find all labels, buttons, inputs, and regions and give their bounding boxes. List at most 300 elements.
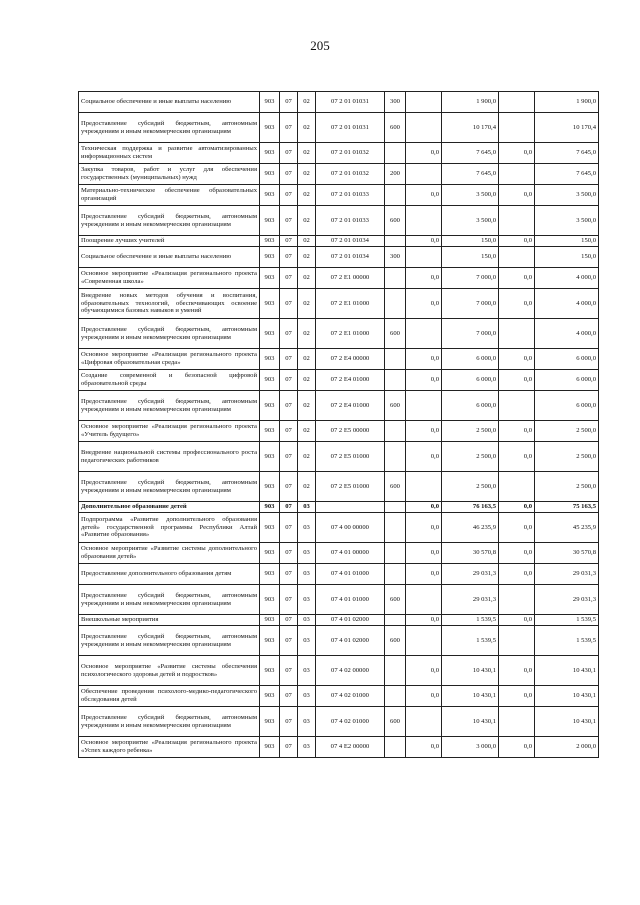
cell-name: Социальное обеспечение и иные выплаты населению — [79, 92, 260, 113]
cell-csr: 07 2 E5 00000 — [316, 421, 385, 442]
cell-rz: 07 — [280, 143, 298, 164]
table-row — [79, 564, 599, 585]
cell-amount-1: 0,0 — [406, 370, 442, 391]
cell-name: Основное мероприятие «Реализация регионального проекта «Современная школа» — [79, 268, 260, 289]
cell-csr: 07 2 E5 01000 — [316, 442, 385, 472]
cell-csr: 07 2 01 01032 — [316, 164, 385, 185]
cell-csr: 07 2 E1 01000 — [316, 289, 385, 319]
cell-amount-1: 0,0 — [406, 502, 442, 513]
table-row — [79, 289, 599, 319]
cell-pr: 02 — [298, 268, 316, 289]
cell-pr: 02 — [298, 319, 316, 349]
cell-name: Предоставление дополнительного образования детям — [79, 564, 260, 585]
cell-gr: 903 — [260, 143, 280, 164]
cell-name: Основное мероприятие «Реализация регионального проекта «Учитель будущего» — [79, 421, 260, 442]
cell-amount-3: 0,0 — [499, 686, 535, 707]
table-row — [79, 502, 599, 513]
cell-rz: 07 — [280, 707, 298, 737]
cell-amount-2: 30 570,8 — [442, 543, 499, 564]
cell-csr — [316, 502, 385, 513]
cell-amount-4: 6 000,0 — [535, 391, 599, 421]
cell-amount-3: 0,0 — [499, 502, 535, 513]
cell-amount-4: 2 000,0 — [535, 737, 599, 758]
cell-vr — [385, 349, 406, 370]
cell-amount-2: 2 500,0 — [442, 472, 499, 502]
cell-amount-1: 0,0 — [406, 185, 442, 206]
table-row — [79, 185, 599, 206]
cell-amount-4: 150,0 — [535, 236, 599, 247]
cell-amount-1 — [406, 391, 442, 421]
cell-rz: 07 — [280, 236, 298, 247]
cell-rz: 07 — [280, 319, 298, 349]
cell-amount-2: 6 000,0 — [442, 391, 499, 421]
table-row — [79, 391, 599, 421]
cell-amount-2: 7 000,0 — [442, 319, 499, 349]
cell-name: Социальное обеспечение и иные выплаты населению — [79, 247, 260, 268]
cell-gr: 903 — [260, 442, 280, 472]
cell-pr: 03 — [298, 626, 316, 656]
cell-gr: 903 — [260, 164, 280, 185]
cell-rz: 07 — [280, 737, 298, 758]
table-row — [79, 349, 599, 370]
cell-pr: 02 — [298, 206, 316, 236]
cell-amount-2: 6 000,0 — [442, 370, 499, 391]
cell-amount-3: 0,0 — [499, 421, 535, 442]
cell-pr: 03 — [298, 543, 316, 564]
cell-gr: 903 — [260, 472, 280, 502]
cell-vr: 200 — [385, 164, 406, 185]
cell-amount-3 — [499, 585, 535, 615]
cell-gr: 903 — [260, 686, 280, 707]
cell-pr: 02 — [298, 92, 316, 113]
table-row — [79, 707, 599, 737]
cell-name: Внедрение новых методов обучения и воспитания, образовательных технологий, обеспечивающих освоение обучающимися базовых навыков и умений — [79, 289, 260, 319]
cell-rz: 07 — [280, 472, 298, 502]
cell-csr: 07 4 01 02000 — [316, 626, 385, 656]
cell-vr: 600 — [385, 585, 406, 615]
cell-amount-3 — [499, 707, 535, 737]
cell-name: Предоставление субсидий бюджетным, автономным учреждениям и иным некоммерческим организациям — [79, 113, 260, 143]
cell-amount-4: 10 430,1 — [535, 686, 599, 707]
cell-amount-1 — [406, 472, 442, 502]
cell-rz: 07 — [280, 349, 298, 370]
cell-amount-2: 1 539,5 — [442, 626, 499, 656]
cell-amount-4: 6 000,0 — [535, 349, 599, 370]
cell-pr: 02 — [298, 421, 316, 442]
cell-gr: 903 — [260, 615, 280, 626]
cell-amount-4: 10 170,4 — [535, 113, 599, 143]
cell-amount-4: 29 031,3 — [535, 564, 599, 585]
cell-gr: 903 — [260, 543, 280, 564]
cell-csr: 07 4 02 01000 — [316, 686, 385, 707]
cell-gr: 903 — [260, 656, 280, 686]
cell-amount-4: 10 430,1 — [535, 707, 599, 737]
cell-amount-3 — [499, 472, 535, 502]
cell-rz: 07 — [280, 268, 298, 289]
cell-vr — [385, 502, 406, 513]
cell-csr: 07 2 01 01033 — [316, 206, 385, 236]
cell-gr: 903 — [260, 113, 280, 143]
cell-amount-1 — [406, 319, 442, 349]
cell-vr: 300 — [385, 92, 406, 113]
cell-vr — [385, 268, 406, 289]
cell-amount-1 — [406, 626, 442, 656]
cell-amount-2: 150,0 — [442, 236, 499, 247]
cell-amount-4: 2 500,0 — [535, 421, 599, 442]
cell-amount-3 — [499, 319, 535, 349]
cell-name: Внедрение национальной системы профессионального роста педагогических работников — [79, 442, 260, 472]
cell-name: Основное мероприятие «Развитие системы обеспечения психологического здоровья детей и подростков» — [79, 656, 260, 686]
table-row — [79, 113, 599, 143]
cell-rz: 07 — [280, 585, 298, 615]
cell-amount-2: 10 430,1 — [442, 686, 499, 707]
cell-amount-2: 7 645,0 — [442, 164, 499, 185]
cell-name: Предоставление субсидий бюджетным, автономным учреждениям и иным некоммерческим организациям — [79, 391, 260, 421]
cell-amount-2: 10 170,4 — [442, 113, 499, 143]
cell-amount-2: 6 000,0 — [442, 349, 499, 370]
cell-vr — [385, 421, 406, 442]
table-row — [79, 206, 599, 236]
cell-csr: 07 4 E2 00000 — [316, 737, 385, 758]
cell-amount-2: 7 000,0 — [442, 289, 499, 319]
cell-csr: 07 2 01 01032 — [316, 143, 385, 164]
cell-amount-1: 0,0 — [406, 236, 442, 247]
cell-csr: 07 4 00 00000 — [316, 513, 385, 543]
cell-amount-2: 3 000,0 — [442, 737, 499, 758]
cell-amount-3: 0,0 — [499, 442, 535, 472]
cell-rz: 07 — [280, 686, 298, 707]
cell-gr: 903 — [260, 236, 280, 247]
cell-vr — [385, 656, 406, 686]
cell-amount-1: 0,0 — [406, 615, 442, 626]
cell-amount-1: 0,0 — [406, 564, 442, 585]
cell-rz: 07 — [280, 442, 298, 472]
cell-amount-1: 0,0 — [406, 268, 442, 289]
cell-name: Предоставление субсидий бюджетным, автономным учреждениям и иным некоммерческим организациям — [79, 626, 260, 656]
table-row — [79, 164, 599, 185]
cell-vr — [385, 370, 406, 391]
table-row — [79, 656, 599, 686]
cell-name: Закупка товаров, работ и услуг для обеспечения государственных (муниципальных) нужд — [79, 164, 260, 185]
cell-rz: 07 — [280, 370, 298, 391]
cell-amount-2: 7 645,0 — [442, 143, 499, 164]
cell-amount-4: 7 645,0 — [535, 164, 599, 185]
table-row — [79, 236, 599, 247]
cell-rz: 07 — [280, 543, 298, 564]
cell-vr: 600 — [385, 113, 406, 143]
cell-csr: 07 4 02 01000 — [316, 707, 385, 737]
cell-amount-3: 0,0 — [499, 143, 535, 164]
cell-name: Обеспечение проведения психолого-медико-педагогического обследования детей — [79, 686, 260, 707]
cell-rz: 07 — [280, 615, 298, 626]
cell-amount-3: 0,0 — [499, 656, 535, 686]
cell-rz: 07 — [280, 502, 298, 513]
cell-csr: 07 4 01 02000 — [316, 615, 385, 626]
cell-csr: 07 4 01 01000 — [316, 564, 385, 585]
cell-gr: 903 — [260, 626, 280, 656]
table-row — [79, 421, 599, 442]
cell-vr: 600 — [385, 206, 406, 236]
cell-amount-2: 46 235,9 — [442, 513, 499, 543]
cell-csr: 07 2 E4 00000 — [316, 349, 385, 370]
cell-csr: 07 4 02 00000 — [316, 656, 385, 686]
cell-amount-1: 0,0 — [406, 442, 442, 472]
cell-amount-4: 4 000,0 — [535, 319, 599, 349]
cell-amount-3 — [499, 247, 535, 268]
cell-amount-2: 1 900,0 — [442, 92, 499, 113]
cell-amount-2: 1 539,5 — [442, 615, 499, 626]
cell-gr: 903 — [260, 206, 280, 236]
cell-amount-3: 0,0 — [499, 615, 535, 626]
cell-pr: 02 — [298, 164, 316, 185]
cell-vr — [385, 236, 406, 247]
cell-amount-1: 0,0 — [406, 686, 442, 707]
cell-gr: 903 — [260, 391, 280, 421]
cell-gr: 903 — [260, 319, 280, 349]
cell-pr: 03 — [298, 686, 316, 707]
cell-pr: 02 — [298, 349, 316, 370]
cell-gr: 903 — [260, 247, 280, 268]
cell-amount-4: 2 500,0 — [535, 442, 599, 472]
cell-amount-1: 0,0 — [406, 421, 442, 442]
cell-amount-4: 1 539,5 — [535, 626, 599, 656]
cell-csr: 07 2 E4 01000 — [316, 370, 385, 391]
cell-pr: 02 — [298, 247, 316, 268]
cell-csr: 07 2 01 01033 — [316, 185, 385, 206]
cell-rz: 07 — [280, 289, 298, 319]
cell-rz: 07 — [280, 564, 298, 585]
cell-amount-2: 3 500,0 — [442, 185, 499, 206]
cell-amount-4: 29 031,3 — [535, 585, 599, 615]
cell-amount-1 — [406, 585, 442, 615]
cell-amount-3: 0,0 — [499, 268, 535, 289]
table-row — [79, 585, 599, 615]
cell-amount-4: 10 430,1 — [535, 656, 599, 686]
cell-amount-1: 0,0 — [406, 513, 442, 543]
table-row — [79, 737, 599, 758]
cell-amount-4: 1 539,5 — [535, 615, 599, 626]
cell-amount-3: 0,0 — [499, 564, 535, 585]
cell-name: Материально-техническое обеспечение образовательных организаций — [79, 185, 260, 206]
cell-pr: 03 — [298, 502, 316, 513]
cell-amount-4: 45 235,9 — [535, 513, 599, 543]
cell-pr: 02 — [298, 370, 316, 391]
table-row — [79, 319, 599, 349]
cell-name: Основное мероприятие «Развитие системы дополнительного образования детей» — [79, 543, 260, 564]
cell-pr: 03 — [298, 564, 316, 585]
table-row — [79, 513, 599, 543]
table-row — [79, 686, 599, 707]
cell-amount-3: 0,0 — [499, 370, 535, 391]
cell-vr: 600 — [385, 391, 406, 421]
cell-amount-4: 3 500,0 — [535, 206, 599, 236]
table-row — [79, 615, 599, 626]
table-row — [79, 370, 599, 391]
cell-amount-3: 0,0 — [499, 289, 535, 319]
cell-csr: 07 4 01 00000 — [316, 543, 385, 564]
cell-amount-2: 3 500,0 — [442, 206, 499, 236]
cell-pr: 02 — [298, 113, 316, 143]
cell-amount-1: 0,0 — [406, 349, 442, 370]
table-row — [79, 247, 599, 268]
cell-pr: 02 — [298, 472, 316, 502]
cell-amount-3: 0,0 — [499, 236, 535, 247]
cell-csr: 07 2 01 01031 — [316, 113, 385, 143]
cell-amount-3 — [499, 206, 535, 236]
cell-amount-4: 4 000,0 — [535, 289, 599, 319]
cell-pr: 02 — [298, 185, 316, 206]
cell-vr: 600 — [385, 472, 406, 502]
table-row — [79, 626, 599, 656]
cell-vr — [385, 686, 406, 707]
cell-rz: 07 — [280, 513, 298, 543]
cell-gr: 903 — [260, 349, 280, 370]
cell-amount-2: 150,0 — [442, 247, 499, 268]
cell-name: Техническая поддержка и развитие автоматизированных информационных систем — [79, 143, 260, 164]
cell-gr: 903 — [260, 268, 280, 289]
cell-rz: 07 — [280, 656, 298, 686]
cell-pr: 03 — [298, 615, 316, 626]
cell-gr: 903 — [260, 185, 280, 206]
cell-amount-1: 0,0 — [406, 289, 442, 319]
cell-amount-2: 10 430,1 — [442, 707, 499, 737]
cell-amount-3: 0,0 — [499, 185, 535, 206]
cell-amount-4: 4 000,0 — [535, 268, 599, 289]
cell-amount-4: 1 900,0 — [535, 92, 599, 113]
cell-vr — [385, 513, 406, 543]
cell-amount-1 — [406, 164, 442, 185]
cell-pr: 03 — [298, 656, 316, 686]
cell-name: Создание современной и безопасной цифровой образовательной среды — [79, 370, 260, 391]
budget-table — [78, 91, 599, 758]
cell-gr: 903 — [260, 502, 280, 513]
cell-csr: 07 2 E5 01000 — [316, 472, 385, 502]
cell-csr: 07 2 01 01034 — [316, 236, 385, 247]
cell-amount-4: 7 645,0 — [535, 143, 599, 164]
table-row — [79, 268, 599, 289]
cell-pr: 03 — [298, 585, 316, 615]
cell-amount-4: 6 000,0 — [535, 370, 599, 391]
cell-amount-2: 7 000,0 — [442, 268, 499, 289]
cell-name: Основное мероприятие «Реализация регионального проекта «Успех каждого ребенка» — [79, 737, 260, 758]
cell-amount-3 — [499, 626, 535, 656]
cell-amount-3 — [499, 113, 535, 143]
cell-csr: 07 2 E1 01000 — [316, 319, 385, 349]
cell-gr: 903 — [260, 564, 280, 585]
cell-name: Дополнительное образование детей — [79, 502, 260, 513]
page-number: 205 — [310, 38, 330, 53]
table-row — [79, 143, 599, 164]
cell-amount-2: 10 430,1 — [442, 656, 499, 686]
cell-pr: 03 — [298, 513, 316, 543]
cell-amount-3 — [499, 164, 535, 185]
cell-amount-1 — [406, 247, 442, 268]
cell-amount-1: 0,0 — [406, 543, 442, 564]
cell-gr: 903 — [260, 421, 280, 442]
cell-vr — [385, 564, 406, 585]
cell-amount-1: 0,0 — [406, 143, 442, 164]
cell-rz: 07 — [280, 92, 298, 113]
cell-name: Предоставление субсидий бюджетным, автономным учреждениям и иным некоммерческим организациям — [79, 707, 260, 737]
cell-amount-4: 2 500,0 — [535, 472, 599, 502]
cell-amount-3 — [499, 391, 535, 421]
cell-vr: 300 — [385, 247, 406, 268]
cell-vr — [385, 737, 406, 758]
cell-pr: 02 — [298, 442, 316, 472]
cell-vr — [385, 543, 406, 564]
cell-amount-2: 2 500,0 — [442, 421, 499, 442]
cell-amount-2: 29 031,3 — [442, 564, 499, 585]
table-row — [79, 543, 599, 564]
cell-rz: 07 — [280, 247, 298, 268]
cell-gr: 903 — [260, 737, 280, 758]
cell-csr: 07 2 E1 00000 — [316, 268, 385, 289]
cell-name: Основное мероприятие «Реализация регионального проекта «Цифровая образовательная среда» — [79, 349, 260, 370]
cell-amount-1 — [406, 206, 442, 236]
cell-rz: 07 — [280, 185, 298, 206]
cell-rz: 07 — [280, 421, 298, 442]
cell-csr: 07 2 01 01034 — [316, 247, 385, 268]
cell-vr: 600 — [385, 707, 406, 737]
cell-gr: 903 — [260, 289, 280, 319]
cell-amount-1: 0,0 — [406, 737, 442, 758]
cell-rz: 07 — [280, 164, 298, 185]
table-row — [79, 442, 599, 472]
cell-vr: 600 — [385, 319, 406, 349]
cell-pr: 03 — [298, 707, 316, 737]
cell-amount-2: 29 031,3 — [442, 585, 499, 615]
cell-amount-4: 30 570,8 — [535, 543, 599, 564]
cell-amount-1 — [406, 92, 442, 113]
cell-pr: 02 — [298, 236, 316, 247]
cell-name: Предоставление субсидий бюджетным, автономным учреждениям и иным некоммерческим организациям — [79, 319, 260, 349]
cell-amount-3: 0,0 — [499, 349, 535, 370]
cell-amount-3 — [499, 92, 535, 113]
table-row — [79, 92, 599, 113]
cell-pr: 02 — [298, 143, 316, 164]
cell-amount-3: 0,0 — [499, 737, 535, 758]
cell-pr: 03 — [298, 737, 316, 758]
cell-vr — [385, 289, 406, 319]
cell-gr: 903 — [260, 707, 280, 737]
cell-gr: 903 — [260, 370, 280, 391]
cell-rz: 07 — [280, 206, 298, 236]
cell-amount-1 — [406, 113, 442, 143]
table-row — [79, 472, 599, 502]
cell-amount-4: 150,0 — [535, 247, 599, 268]
cell-pr: 02 — [298, 391, 316, 421]
cell-name: Поощрение лучших учителей — [79, 236, 260, 247]
cell-csr: 07 2 01 01031 — [316, 92, 385, 113]
cell-vr — [385, 143, 406, 164]
cell-amount-2: 2 500,0 — [442, 442, 499, 472]
cell-gr: 903 — [260, 585, 280, 615]
cell-amount-4: 75 163,5 — [535, 502, 599, 513]
cell-name: Предоставление субсидий бюджетным, автономным учреждениям и иным некоммерческим организациям — [79, 472, 260, 502]
cell-name: Внешкольные мероприятия — [79, 615, 260, 626]
cell-rz: 07 — [280, 391, 298, 421]
cell-amount-3: 0,0 — [499, 543, 535, 564]
cell-vr — [385, 442, 406, 472]
cell-name: Предоставление субсидий бюджетным, автономным учреждениям и иным некоммерческим организациям — [79, 585, 260, 615]
cell-rz: 07 — [280, 626, 298, 656]
cell-csr: 07 4 01 01000 — [316, 585, 385, 615]
cell-name: Подпрограмма «Развитие дополнительного образования детей» государственной программы Республики Алтай «Развитие образования» — [79, 513, 260, 543]
cell-vr: 600 — [385, 626, 406, 656]
cell-rz: 07 — [280, 113, 298, 143]
cell-vr — [385, 615, 406, 626]
cell-pr: 02 — [298, 289, 316, 319]
